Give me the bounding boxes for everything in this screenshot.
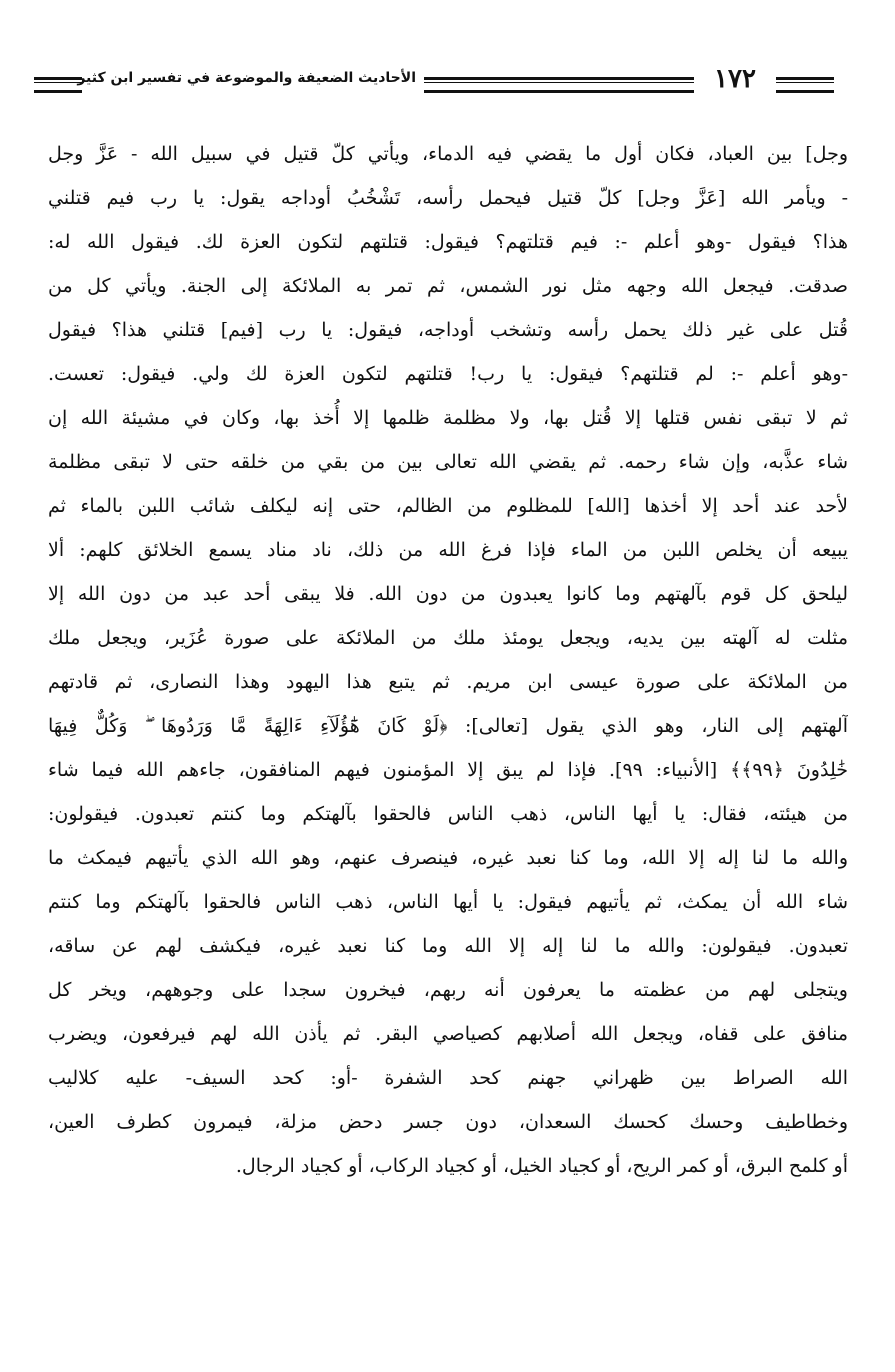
text-line: ويتجلى لهم من عظمته ما يعرفون أنه ربهم، فيخرون سجدا على وجوههم، ويخر كل (48, 979, 848, 1001)
text-line: ثم لا تبقى نفس قتلها إلا قُتل بها، ولا مظلمة ظلمها إلا أُخذ بها، وكان في مشيئة الله إن (48, 407, 848, 429)
text-line: صدقت. فيجعل الله وجهه مثل نور الشمس، ثم تمر به الملائكة إلى الجنة. ويأتي كل من (48, 275, 848, 297)
text-line: خَٰلِدُونَ ﴿٩٩﴾﴾ [الأنبياء: ٩٩]. فإذا لم يبق إلا المؤمنون فيهم المنافقون، جاءهم الله فيما شاء (48, 759, 848, 781)
running-header (34, 66, 834, 106)
text-line: ليلحق كل قوم بآلهتهم وما كانوا يعبدون من دون الله. فلا يبقى أحد عبد من دون الله إلا (48, 583, 848, 605)
text-line: تعبدون. فيقولون: والله ما لنا إله إلا الله وما كنا نعبد غيره، فيكشف لهم عن ساقه، (48, 935, 848, 957)
header-rule-middle (424, 77, 694, 93)
text-line: هذا؟ فيقول -وهو أعلم -: فيم قتلتهم؟ فيقول: قتلتهم لتكون العزة لك. فيقول الله له: (48, 231, 848, 253)
text-line: قُتل على غير ذلك يحمل رأسه وتشخب أوداجه، فيقول: يا رب [فيم] قتلني هذا؟ فيقول (48, 319, 848, 341)
text-line: مثلت له آلهته بين يديه، ويجعل يومئذ ملك من الملائكة على صورة عُزَير، ويجعل ملك (48, 627, 848, 649)
text-line: والله ما لنا إله إلا الله، وما كنا نعبد غيره، فينصرف عنهم، وهو الله الذي يأتيهم فيمكث ما (48, 847, 848, 869)
text-line: آلهتهم إلى النار، وهو الذي يقول [تعالى]: ﴿لَوْ كَانَ هَٰٓؤُلَآءِ ءَالِهَةً مَّا وَرَدُوهَا ۖ وَكُلٌّ فِيهَا (48, 715, 848, 737)
text-line: -وهو أعلم -: لم قتلتهم؟ فيقول: يا رب! قتلتهم لتكون العزة لك ولي. فيقول: تعست. (48, 363, 848, 385)
body-text (48, 132, 848, 1188)
text-line: أو كلمح البرق، أو كمر الريح، أو كجياد الخيل، أو كجياد الركاب، أو كجياد الرجال. (235, 1155, 848, 1177)
text-line: وخطاطيف وحسك كحسك السعدان، دون جسر دحض مزلة، فيمرون كطرف العين، (48, 1111, 848, 1133)
text-line: - ويأمر الله [عَزَّ وجل] كلّ قتيل فيحمل رأسه، تَشْخُبُ أوداجه يقول: يا رب فيم قتلني (48, 187, 848, 209)
text-line: شاء الله أن يمكث، ثم يأتيهم فيقول: يا أيها الناس، ذهب الناس فالحقوا بآلهتكم وما كنتم (48, 891, 848, 913)
page-number: ١٧٢ (714, 64, 756, 94)
text-line: شاء عذَّبه، وإن شاء رحمه. ثم يقضي الله تعالى بين من بقي من خلقه حتى لا تبقى مظلمة (48, 451, 848, 473)
text-line: من هيئته، فقال: يا أيها الناس، ذهب الناس فالحقوا بآلهتكم وما كنتم تعبدون. فيقولون: (48, 803, 848, 825)
text-line: من الملائكة على صورة عيسى ابن مريم. ثم يتبع هذا اليهود وهذا النصارى، ثم قادتهم (48, 671, 848, 693)
running-title: الأحاديث الضعيفة والموضوعة في تفسير ابن كثير (77, 70, 416, 86)
text-line: الله الصراط بين ظهراني جهنم كحد الشفرة -أو: كحد السيف- عليه كلاليب (48, 1067, 848, 1089)
header-rule-left (34, 77, 82, 93)
text-line: وجل] بين العباد، فكان أول ما يقضي فيه الدماء، ويأتي كلّ قتيل في سبيل الله - عَزَّ وجل (48, 143, 848, 165)
text-line: منافق على قفاه، ويجعل الله أصلابهم كصياصي البقر. ثم يأذن الله لهم فيرفعون، ويضرب (48, 1023, 848, 1045)
header-rule-right (776, 77, 834, 93)
text-line: يبيعه أن يخلص اللبن من الماء فإذا فرغ الله من ذلك، ناد مناد يسمع الخلائق كلهم: ألا (48, 539, 848, 561)
text-line: لأحد عند أحد إلا أخذها [الله] للمظلوم من الظالم، حتى إنه ليكلف شائب اللبن بالماء ثم (48, 495, 848, 517)
